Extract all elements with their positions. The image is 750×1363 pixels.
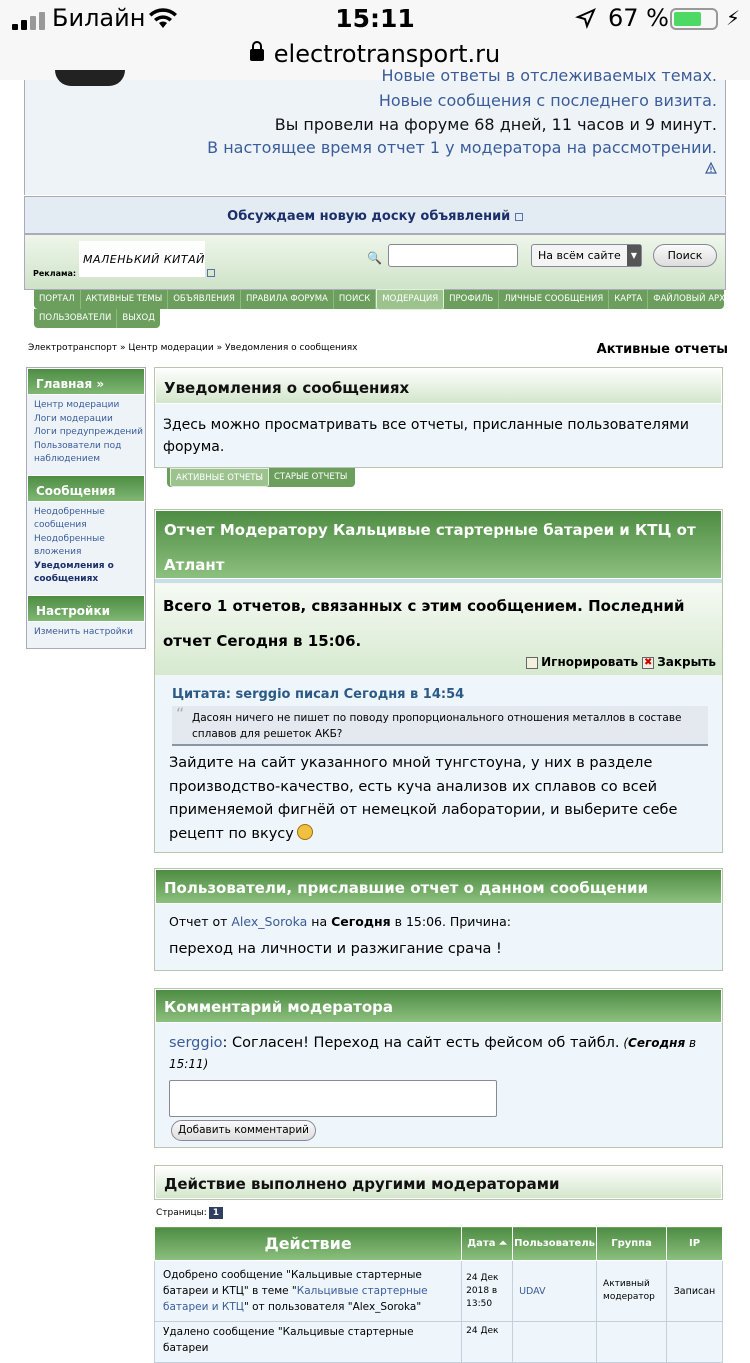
log-date: 24 Дек (462, 1322, 513, 1363)
sidebar-head-settings: Настройки (27, 595, 145, 622)
col-action: Действие (155, 1227, 462, 1261)
chevron-down-icon: ▼ (627, 245, 641, 266)
nav-profile[interactable]: ПРОФИЛЬ (444, 290, 499, 309)
tab-old-reports[interactable]: СТАРЫЕ ОТЧЕТЫ (273, 472, 348, 482)
nav-announcements[interactable]: ОБЪЯВЛЕНИЯ (168, 290, 241, 309)
sidebar-item-warn-logs[interactable]: Логи предупреждений (34, 427, 143, 437)
mcp-sidebar (26, 367, 146, 649)
topic-link[interactable]: Кальцивые стартерные батареи и КТЦ (163, 1285, 428, 1313)
battery-fill (674, 12, 701, 26)
sidebar-item-mod-logs[interactable]: Логи модерации (34, 413, 113, 424)
site-logo (55, 70, 125, 86)
report-meta: Отчет от Alex_Soroka на Сегодня в 15:06. Причина: (169, 914, 511, 929)
nav-map[interactable]: КАРТА (609, 290, 648, 309)
sidebar-head-messages: Сообщения (27, 475, 145, 502)
sidebar-item-change-settings[interactable]: Изменить настройки (34, 626, 133, 637)
reporters-title: Пользователи, приславшие отчет о данном сообщении (155, 869, 722, 904)
close-report-button[interactable]: Закрыть (657, 655, 716, 669)
breadcrumb-item[interactable]: Электротранспорт (28, 343, 118, 353)
battery-icon (670, 8, 718, 30)
welcome-block (24, 66, 726, 195)
sidebar-head-main[interactable]: Главная » (27, 368, 145, 395)
nav-portal[interactable]: ПОРТАЛ (34, 290, 81, 309)
breadcrumb-sep: » (216, 343, 223, 353)
page-number[interactable]: 1 (209, 1207, 223, 1219)
nav-logout[interactable]: ВЫХОД (122, 313, 155, 323)
col-ip: IP (667, 1227, 723, 1261)
log-user-link[interactable]: UDAV (513, 1261, 597, 1322)
ad-label: Реклама: (33, 269, 77, 278)
sidebar-item-unapproved-attachments[interactable]: Неодобренные вложения (34, 533, 105, 557)
page-title: Активные отчеты (596, 342, 728, 357)
table-row (155, 1261, 723, 1322)
report-summary (155, 579, 722, 675)
nav-rules[interactable]: ПРАВИЛА ФОРУМА (241, 290, 334, 309)
nav-active-topics[interactable]: АКТИВНЫЕ ТЕМЫ (81, 290, 169, 309)
breadcrumb (28, 343, 358, 353)
ad-banner[interactable]: МАЛЕНЬКИЙ КИТАЙ (79, 241, 205, 277)
ignore-button[interactable]: Игнорировать (541, 655, 639, 669)
comment-input[interactable] (169, 1080, 497, 1117)
post-text: Зайдите на сайт указанного мной тунгстоуна, у них в разделе производство-качество, есть куча анализов их сплавов со всей применяемой фигнёй от немецкой лаборатории, и выберите себе рецепт по вкусу (169, 755, 678, 842)
tab-active-reports[interactable]: АКТИВНЫЕ ОТЧЕТЫ (170, 468, 269, 487)
reporters-panel (154, 868, 723, 971)
log-action: Одобрено сообщение "Кальцивые стартерные батареи и КТЦ" в теме "Кальцивые стартерные батареи и КТЦ" от пользователя "Alex_Soroka" (155, 1261, 462, 1322)
search-input[interactable] (388, 244, 518, 267)
clock: 15:11 (335, 4, 415, 33)
battery-percent: 67 % (608, 4, 669, 32)
external-link-icon (207, 269, 215, 277)
log-date: 24 Дек 2018 в 13:50 (462, 1261, 513, 1322)
report-title: Отчет Модератору Кальцивые стартерные батареи и КТЦ от Атлант (155, 510, 722, 579)
watched-topics-link[interactable]: Новые ответы в отслеживаемых темах. (381, 66, 717, 85)
log-ip: Записан (667, 1261, 723, 1322)
pending-reports-link[interactable]: В настоящее время отчет 1 у модератора на рассмотрении. (207, 138, 717, 157)
col-user: Пользователь (513, 1227, 597, 1261)
ad-search-bar (24, 234, 726, 290)
report-subtabs (167, 468, 355, 487)
nav-file-archive[interactable]: ФАЙЛОВЫЙ АРХИВ (653, 294, 738, 304)
moderator-comment-panel (154, 988, 723, 1148)
sidebar-item-unapproved-posts[interactable]: Неодобренные сообщения (34, 506, 105, 530)
quote-title: Цитата: serggio писал Сегодня в 14:54 (172, 687, 465, 702)
reports-intro-panel (154, 367, 723, 468)
report-panel (154, 509, 723, 853)
col-date[interactable]: Дата ⏶ (462, 1227, 513, 1261)
breadcrumb-sep: » (120, 343, 126, 353)
discuss-board-link[interactable]: Обсуждаем новую доску объявлений (227, 209, 511, 224)
search-scope-value: На всём сайте (538, 249, 621, 262)
report-summary-text: Всего 1 отчетов, связанных с этим сообщением. Последний отчет Сегодня в 15:06. (163, 597, 685, 650)
panel-title: Уведомления о сообщениях (155, 368, 722, 404)
sort-asc-icon: ⏶ (498, 1238, 507, 1249)
main-nav (34, 290, 738, 309)
search-icon: 🔍 (367, 251, 382, 265)
charging-bolt-icon: ⚡ (726, 6, 741, 30)
other-mod-actions-title: Действие выполнено другими модераторами (155, 1166, 722, 1199)
time-on-forum: Вы провели на форуме 68 дней, 11 часов и 9 минут. (274, 115, 717, 134)
external-link-icon (515, 213, 523, 221)
sidebar-item-watched-users[interactable]: Пользователи под наблюдением (34, 440, 122, 464)
search-scope-select[interactable] (531, 244, 642, 267)
comment-title: Комментарий модератора (155, 989, 722, 1023)
breadcrumb-item[interactable]: Уведомления о сообщениях (225, 343, 358, 353)
mod-log-table (154, 1226, 723, 1363)
nav-users[interactable]: ПОЛЬЗОВАТЕЛИ (34, 309, 117, 328)
nav-private-messages[interactable]: ЛИЧНЫЕ СООБЩЕНИЯ (499, 290, 609, 309)
breadcrumb-item[interactable]: Центр модерации (128, 343, 214, 353)
comment-text: serggio: Согласен! Переход на сайт есть фейсом об тайбл. (Сегодня в 15:11) (169, 1035, 697, 1071)
add-comment-button[interactable]: Добавить комментарий (171, 1120, 316, 1141)
log-action: Удалено сообщение "Кальцивые стартерные батареи (155, 1322, 462, 1363)
table-header (155, 1227, 723, 1261)
ignore-icon (526, 657, 538, 669)
table-row (155, 1322, 723, 1363)
quote-box (172, 706, 708, 746)
nav-search[interactable]: ПОИСК (334, 290, 376, 309)
other-mod-actions-panel (154, 1165, 723, 1200)
quote-text: Дасоян ничего не пишет по поводу пропорционального отношения металлов в составе сплавов для решеток АКБ? (192, 712, 682, 740)
reporter-user-link[interactable]: Alex_Soroka (231, 914, 308, 929)
close-icon: ✖ (644, 656, 653, 668)
panel-description: Здесь можно просматривать все отчеты, присланные пользователями форума. (163, 417, 689, 455)
pagination: Страницы: 1 (156, 1207, 223, 1219)
smiley-icon (297, 824, 313, 840)
announcement-bar (24, 196, 726, 234)
location-arrow-icon (576, 8, 596, 28)
col-group: Группа (597, 1227, 667, 1261)
log-group: Активный модератор (597, 1261, 667, 1322)
quote-icon: “ (176, 704, 185, 723)
new-posts-link[interactable]: Новые сообщения с последнего визита. (378, 91, 717, 110)
address-bar[interactable] (0, 40, 750, 68)
sidebar-item-reports[interactable]: Уведомления о сообщениях (34, 560, 114, 584)
report-actions (526, 655, 716, 669)
post-body (169, 752, 708, 846)
lock-icon (250, 49, 264, 61)
search-button[interactable]: Поиск (653, 244, 717, 267)
nav-moderation[interactable]: МОДЕРАЦИЯ (376, 289, 444, 310)
sidebar-item-mcp[interactable]: Центр модерации (34, 400, 120, 410)
comment-author-link[interactable]: serggio (169, 1035, 223, 1051)
main-nav-row2 (34, 309, 160, 328)
report-reason: переход на личности и разжигание срача ! (169, 941, 502, 957)
warning-icon (705, 162, 717, 174)
url-text: electrotransport.ru (273, 40, 501, 68)
carrier-name: Билайн (52, 4, 146, 32)
